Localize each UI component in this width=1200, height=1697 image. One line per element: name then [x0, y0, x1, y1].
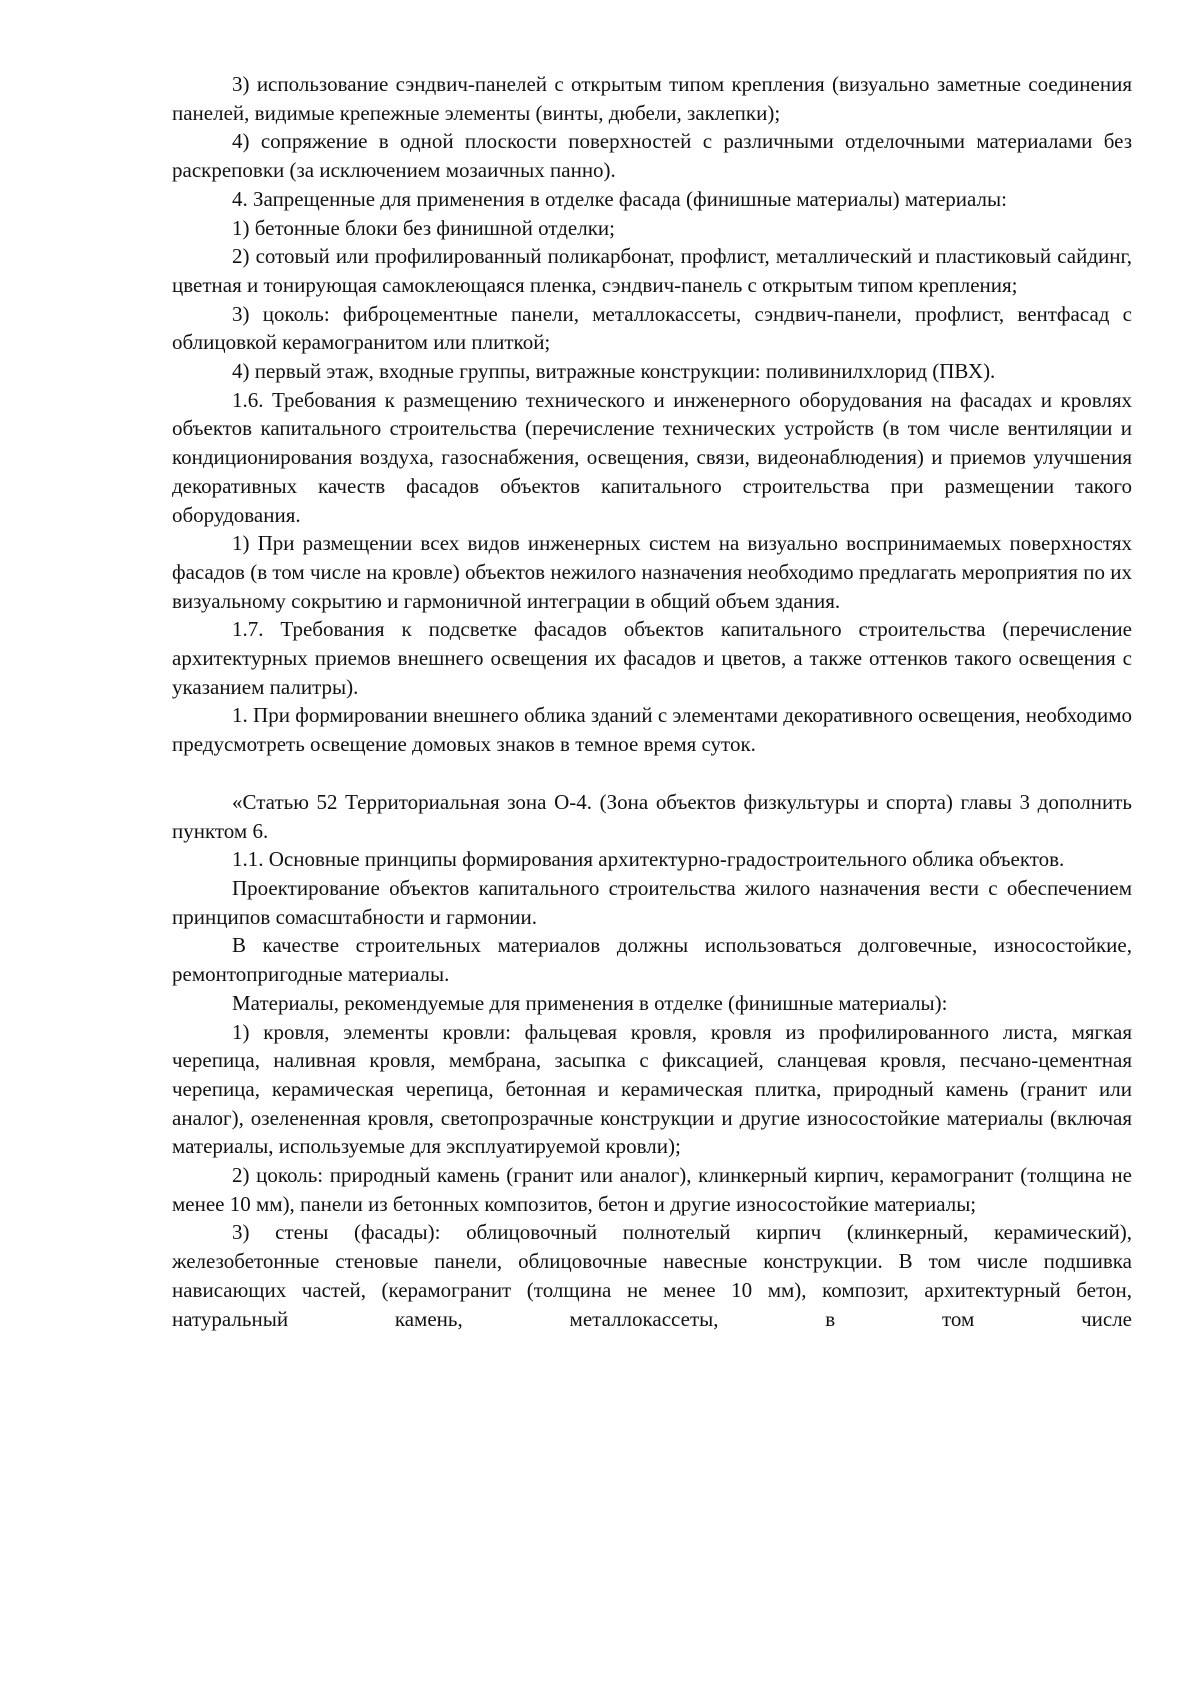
paragraph-walls-facades: 3) стены (фасады): облицовочный полнотелый кирпич (клинкерный, керамический), железобетонные стеновые панели, облицовочные навесные конструкции. В том числе подшивка нависающих частей, (керамогранит (толщина не менее 10 мм), композит, архитектурный бетон, натуральный камень, металлокассеты, в том числе [172, 1220, 1132, 1331]
paragraph-recommended-materials-heading: Материалы, рекомендуемые для применения в отделке (финишные материалы): [232, 990, 948, 1015]
paragraph-sandwich-panels: 3) использование сэндвич-панелей с открытым типом крепления (визуально заметные соединения панелей, видимые крепежные элементы (винты, дюбели, заклепки); [172, 72, 1132, 125]
paragraph-surface-joining: 4) сопряжение в одной плоскости поверхностей с различными отделочными материалами без раскреповки (за исключением мозаичных панно). [172, 129, 1132, 183]
paragraph-section-1-6: 1.6. Требования к размещению технического и инженерного оборудования на фасадах и кровлях объектов капитального строительства (перечисление технических устройств (в том числе вентиляции и кондиционирования воздуха, газоснабжения, освещения, связи, видеонаблюдения) и приемов улучшения декоративных качеств фасадов объектов капитального строительства при размещении такого оборудования. [172, 387, 1132, 527]
paragraph-decorative-lighting: 1. При формировании внешнего облика зданий с элементами декоративного освещения, необходимо предусмотреть освещение домовых знаков в темное время суток. [172, 703, 1132, 757]
paragraph-design-principles: Проектирование объектов капитального строительства жилого назначения вести с обеспечением принципов сомасштабности и гармонии. [172, 875, 1132, 929]
paragraph-plinth-recommended: 2) цоколь: природный камень (гранит или аналог), клинкерный кирпич, керамогранит (толщина не менее 10 мм), панели из бетонных композитов, бетон и другие износостойкие материалы; [172, 1163, 1132, 1216]
paragraph-roofing: 1) кровля, элементы кровли: фальцевая кровля, кровля из профилированного листа, мягкая черепица, наливная кровля, мембрана, засыпка с фиксацией, сланцевая кровля, песчано-цементная черепица, керамическая черепица, бетонная и керамическая плитка, природный камень (гранит или аналог), озелененная кровля, светопрозрачные конструкции и другие износостойкие материалы (включая материалы, используемые для эксплуатируемой кровли); [172, 1019, 1132, 1159]
paragraph-engineering-systems: 1) При размещении всех видов инженерных систем на визуально воспринимаемых поверхностях фасадов (в том числе на кровле) объектов нежилого назначения необходимо предлагать мероприятия по их визуальному сокрытию и гармоничной интеграции в общий объем здания. [172, 531, 1132, 613]
paragraph-article-52: «Статью 52 Территориальная зона О-4. (Зона объектов физкультуры и спорта) главы 3 дополнить пунктом 6. [172, 789, 1132, 843]
paragraph-concrete-blocks: 1) бетонные блоки без финишной отделки; [232, 215, 615, 240]
paragraph-section-1-7: 1.7. Требования к подсветке фасадов объектов капитального строительства (перечисление архитектурных приемов внешнего освещения их фасадов и цветов, а также оттенков такого освещения с указанием палитры). [172, 617, 1132, 699]
paragraph-durable-materials: В качестве строительных материалов должны использоваться долговечные, износостойкие, ремонтопригодные материалы. [172, 933, 1132, 987]
paragraph-section-1-1: 1.1. Основные принципы формирования архитектурно-градостроительного облика объектов. [232, 847, 1065, 872]
paragraph-plinth-forbidden: 3) цоколь: фиброцементные панели, металлокассеты, сэндвич-панели, профлист, вентфасад с облицовкой керамогранитом или плиткой; [172, 301, 1132, 355]
paragraph-first-floor-pvc: 4) первый этаж, входные группы, витражные конструкции: поливинилхлорид (ПВХ). [232, 359, 996, 384]
document-page [172, 70, 1132, 1333]
paragraph-forbidden-materials-heading: 4. Запрещенные для применения в отделке фасада (финишные материалы) материалы: [232, 186, 1007, 211]
paragraph-polycarbonate: 2) сотовый или профилированный поликарбонат, профлист, металлический и пластиковый сайдинг, цветная и тонирующая самоклеющаяся пленка, сэндвич-панель с открытым типом крепления; [172, 244, 1132, 297]
paragraph-gap [172, 759, 1132, 788]
